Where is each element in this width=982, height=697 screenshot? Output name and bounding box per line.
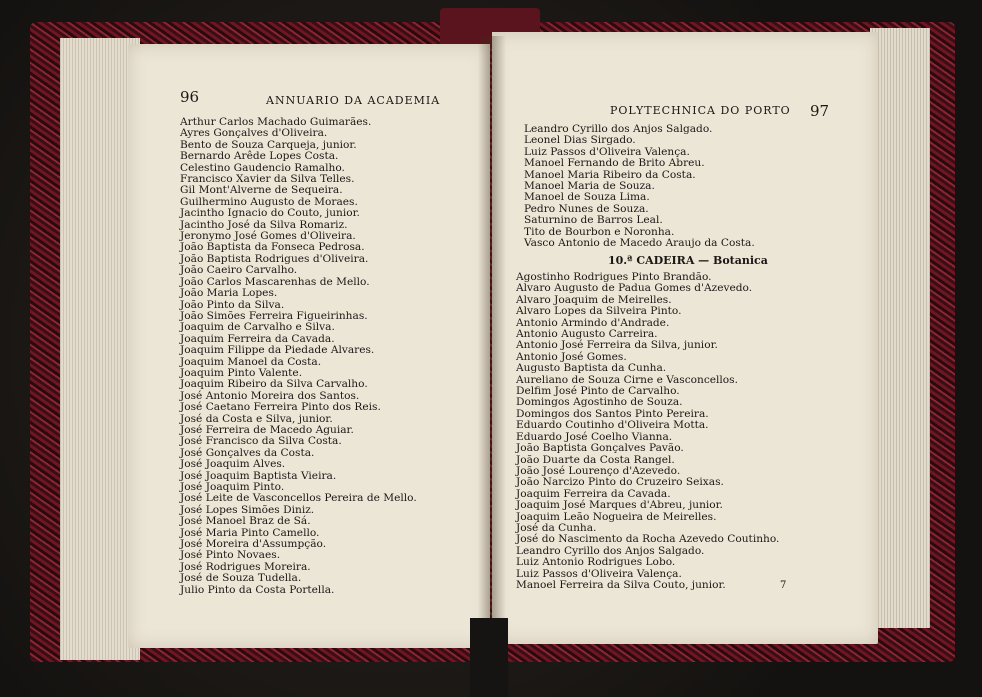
list-item: José do Nascimento da Rocha Azevedo Coutinho.	[516, 533, 780, 546]
list-item: Joaquim Pinto Valente.	[180, 366, 303, 379]
list-item: José Caetano Ferreira Pinto dos Reis.	[180, 401, 381, 414]
list-item: Saturnino de Barros Leal.	[524, 214, 663, 227]
list-item: João Caeiro Carvalho.	[180, 264, 298, 277]
page-edges-right	[870, 28, 930, 628]
list-item: João Narcizo Pinto do Cruzeiro Seixas.	[516, 476, 724, 489]
list-item: João Pinto da Silva.	[180, 298, 285, 311]
list-item: Jeronymo José Gomes d'Oliveira.	[180, 230, 356, 243]
name-list-right-bottom	[516, 272, 779, 591]
list-item: Joaquim Leão Nogueira de Meirelles.	[516, 510, 717, 523]
list-item: José Joaquim Baptista Vieira.	[180, 469, 337, 482]
section-title: 10.ª CADEIRA — Botanica	[608, 254, 768, 267]
list-item: Antonio José Gomes.	[516, 350, 627, 363]
list-item: Leandro Cyrillo dos Anjos Salgado.	[524, 123, 713, 135]
list-item: Ayres Gonçalves d'Oliveira.	[180, 127, 328, 140]
list-item: Luiz Passos d'Oliveira Valença.	[516, 567, 682, 580]
list-item: José Antonio Moreira dos Santos.	[180, 389, 360, 402]
list-item: Bernardo Arêde Lopes Costa.	[180, 150, 339, 163]
list-item: Tito de Bourbon e Noronha.	[524, 225, 675, 238]
book-spine-bottom	[470, 618, 508, 697]
list-item: Augusto Baptista da Cunha.	[516, 362, 667, 375]
list-item: João José Lourenço d'Azevedo.	[516, 464, 681, 477]
page-number-left: 96	[180, 88, 200, 106]
list-item: Alvaro Lopes da Silveira Pinto.	[516, 305, 682, 318]
list-item: João Baptista Gonçalves Pavão.	[516, 442, 684, 455]
list-item: José Pinto Novaes.	[180, 549, 281, 562]
list-item: José da Costa e Silva, junior.	[180, 412, 333, 425]
list-item: José Maria Pinto Camello.	[180, 526, 320, 539]
page-header-right: POLYTECHNICA DO PORTO	[610, 104, 791, 117]
left-page	[128, 44, 490, 648]
list-item: Luiz Passos d'Oliveira Valença.	[524, 145, 690, 158]
list-item: Vasco Antonio de Macedo Araujo da Costa.	[524, 237, 755, 250]
list-item: João Baptista Rodrigues d'Oliveira.	[180, 252, 369, 265]
page-number-right: 97	[810, 102, 830, 120]
list-item: Luiz Antonio Rodrigues Lobo.	[516, 556, 676, 569]
list-item: Antonio Armindo d'Andrade.	[516, 316, 670, 329]
signature-mark: 7	[780, 580, 787, 591]
list-item: José de Souza Tudella.	[180, 572, 302, 585]
list-item: Celestino Gaudencio Ramalho.	[180, 161, 345, 174]
right-page	[492, 32, 878, 644]
list-item: Antonio Augusto Carreira.	[516, 328, 658, 341]
list-item: Alvaro Joaquim de Meirelles.	[516, 293, 672, 306]
list-item: José Joaquim Pinto.	[180, 481, 285, 493]
list-item: Jacintho Ignacio do Couto, junior.	[180, 207, 360, 220]
list-item: José da Cunha.	[516, 521, 597, 534]
list-item: Joaquim Ferreira da Cavada.	[180, 332, 335, 345]
list-item: Jacintho José da Silva Romariz.	[180, 218, 348, 231]
name-list-right-top	[524, 124, 755, 249]
list-item: Delfim José Pinto de Carvalho.	[516, 385, 680, 398]
list-item: Manoel Maria de Souza.	[524, 180, 655, 193]
list-item: Leonel Dias Sirgado.	[524, 134, 636, 147]
list-item: José Leite de Vasconcellos Pereira de Mello.	[180, 492, 417, 505]
list-item: Manoel de Souza Lima.	[524, 191, 650, 204]
list-item: Pedro Nunes de Souza.	[524, 202, 649, 215]
list-item: João Carlos Mascarenhas de Mello.	[180, 275, 370, 288]
list-item: Agostinho Rodrigues Pinto Brandão.	[516, 271, 712, 283]
list-item: Eduardo Coutinho d'Oliveira Motta.	[516, 419, 709, 432]
list-item: Domingos dos Santos Pinto Pereira.	[516, 407, 709, 420]
list-item: João Baptista da Fonseca Pedrosa.	[180, 241, 365, 254]
list-item: Joaquim Ribeiro da Silva Carvalho.	[180, 378, 368, 391]
list-item: João Simões Ferreira Figueirinhas.	[180, 309, 368, 322]
list-item: Antonio José Ferreira da Silva, junior.	[516, 339, 718, 352]
list-item: Manoel Maria Ribeiro da Costa.	[524, 168, 696, 181]
book-gutter	[478, 36, 506, 648]
page-header-left: ANNUARIO DA ACADEMIA	[266, 94, 441, 107]
list-item: José Manoel Braz de Sá.	[180, 515, 311, 528]
list-item: Joaquim Filippe da Piedade Alvares.	[180, 344, 375, 357]
list-item: João Duarte da Costa Rangel.	[516, 453, 675, 466]
list-item: Arthur Carlos Machado Guimarães.	[180, 116, 372, 128]
list-item: Leandro Cyrillo dos Anjos Salgado.	[516, 544, 705, 557]
list-item: Guilhermino Augusto de Moraes.	[180, 195, 358, 208]
list-item: Aureliano de Souza Cirne e Vasconcellos.	[516, 373, 738, 386]
list-item: José Moreira d'Assumpção.	[180, 538, 327, 551]
name-list-left	[180, 117, 417, 596]
list-item: José Francisco da Silva Costa.	[180, 435, 342, 448]
list-item: José Ferreira de Macedo Aguiar.	[180, 423, 354, 436]
list-item: Joaquim Ferreira da Cavada.	[516, 487, 671, 500]
list-item: Bento de Souza Carqueja, junior.	[180, 138, 357, 151]
list-item: Joaquim José Marques d'Abreu, junior.	[516, 499, 723, 512]
list-item: José Lopes Simões Diniz.	[180, 503, 315, 516]
list-item: Joaquim Manoel da Costa.	[180, 355, 322, 368]
list-item: Domingos Agostinho de Souza.	[516, 396, 683, 409]
list-item: Joaquim de Carvalho e Silva.	[180, 321, 335, 334]
list-item: Manoel Ferreira da Silva Couto, junior.	[516, 578, 726, 591]
list-item: Julio Pinto da Costa Portella.	[180, 583, 335, 596]
list-item: José Joaquim Alves.	[180, 458, 286, 471]
list-item: Eduardo José Coelho Vianna.	[516, 430, 673, 443]
list-item: Alvaro Augusto de Padua Gomes d'Azevedo.	[516, 282, 753, 295]
list-item: Manoel Fernando de Brito Abreu.	[524, 157, 705, 170]
list-item: Francisco Xavier da Silva Telles.	[180, 173, 355, 186]
list-item: João Maria Lopes.	[180, 287, 278, 300]
list-item: Gil Mont'Alverne de Sequeira.	[180, 184, 343, 197]
list-item: José Rodrigues Moreira.	[180, 560, 311, 573]
list-item: José Gonçalves da Costa.	[180, 446, 315, 459]
